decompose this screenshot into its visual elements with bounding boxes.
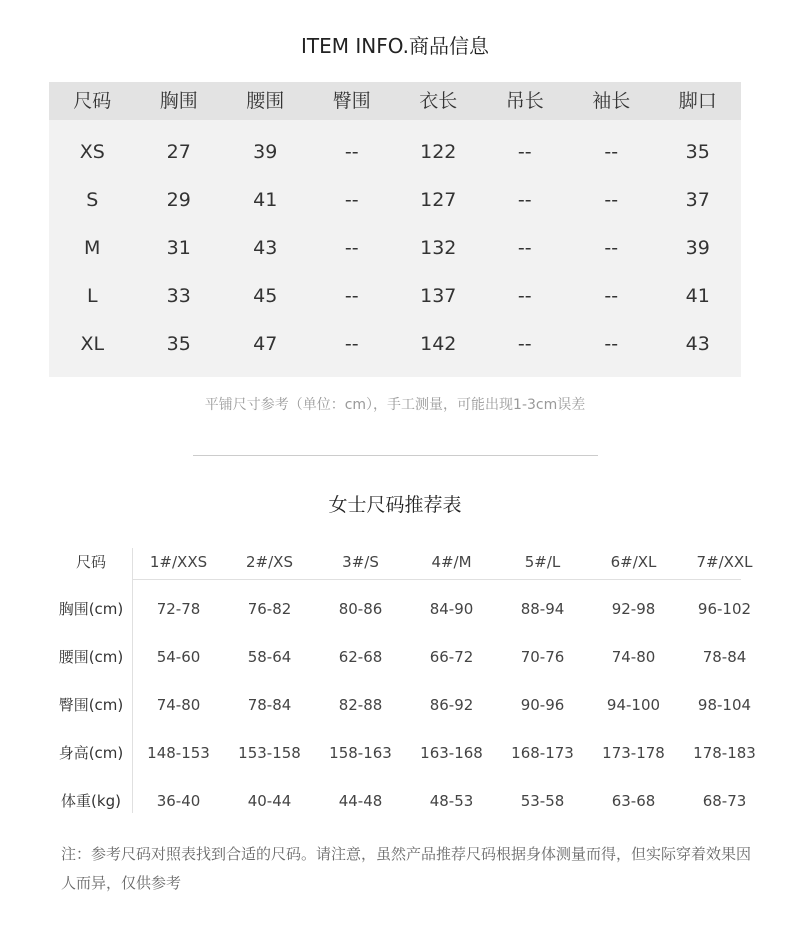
size-table bbox=[49, 82, 741, 377]
table-row bbox=[49, 176, 741, 224]
table-cell: -- bbox=[517, 189, 532, 211]
table-cell: 53-58 bbox=[520, 792, 565, 810]
table-cell: 132 bbox=[420, 237, 457, 259]
header-cell: 7#/XXL bbox=[696, 553, 753, 571]
size-table-header bbox=[49, 82, 741, 120]
table-cell: 96-102 bbox=[697, 600, 752, 618]
corner-cell: 尺码 bbox=[75, 553, 106, 571]
table-cell: 137 bbox=[420, 285, 457, 307]
table-cell: 41 bbox=[253, 189, 278, 211]
table-cell: 94-100 bbox=[606, 696, 661, 714]
table-cell: 78-84 bbox=[702, 648, 747, 666]
table-cell: 58-64 bbox=[247, 648, 292, 666]
table-row bbox=[49, 320, 741, 368]
recommend-table-header bbox=[49, 542, 770, 582]
table-cell: 86-92 bbox=[429, 696, 474, 714]
table-cell: 43 bbox=[685, 333, 710, 355]
table-cell: 44-48 bbox=[338, 792, 383, 810]
table-row bbox=[49, 781, 770, 821]
header-cell: 5#/L bbox=[524, 553, 561, 571]
header-cell: 胸围 bbox=[159, 90, 198, 112]
header-cell: 6#/XL bbox=[610, 553, 657, 571]
table-cell: 76-82 bbox=[247, 600, 292, 618]
table-cell: 35 bbox=[166, 333, 191, 355]
table-cell: 163-168 bbox=[420, 744, 483, 762]
section-divider bbox=[193, 455, 598, 456]
table-cell: XL bbox=[80, 333, 105, 355]
table-cell: -- bbox=[517, 285, 532, 307]
table-cell: -- bbox=[604, 237, 619, 259]
table-cell: -- bbox=[344, 285, 359, 307]
header-cell: 4#/M bbox=[431, 553, 472, 571]
recommend-title: 女士尺码推荐表 bbox=[328, 494, 462, 516]
header-cell: 脚口 bbox=[678, 90, 717, 112]
table-cell: 74-80 bbox=[611, 648, 656, 666]
table-cell: XS bbox=[79, 141, 105, 163]
row-label: 体重(kg) bbox=[61, 792, 121, 810]
table-cell: 48-53 bbox=[429, 792, 474, 810]
table-cell: 54-60 bbox=[156, 648, 201, 666]
table-cell: 40-44 bbox=[247, 792, 292, 810]
header-cell: 2#/XS bbox=[246, 553, 293, 571]
table-cell: 35 bbox=[685, 141, 710, 163]
table-cell: 33 bbox=[166, 285, 191, 307]
table-cell: 148-153 bbox=[147, 744, 210, 762]
table-cell: -- bbox=[517, 333, 532, 355]
table-cell: -- bbox=[344, 333, 359, 355]
table-row bbox=[49, 733, 770, 773]
table-cell: 43 bbox=[253, 237, 278, 259]
table-cell: -- bbox=[517, 141, 532, 163]
table-row bbox=[49, 128, 741, 176]
table-cell: 127 bbox=[420, 189, 457, 211]
table-cell: 63-68 bbox=[611, 792, 656, 810]
table-cell: 78-84 bbox=[247, 696, 292, 714]
table-cell: 84-90 bbox=[429, 600, 474, 618]
table-cell: -- bbox=[344, 141, 359, 163]
table-cell: 47 bbox=[253, 333, 278, 355]
table-row bbox=[49, 589, 770, 629]
table-row bbox=[49, 637, 770, 677]
size-note: 平铺尺寸参考（单位：cm），手工测量，可能出现1-3cm误差 bbox=[204, 397, 586, 413]
table-cell: 68-73 bbox=[702, 792, 747, 810]
table-cell: 122 bbox=[420, 141, 457, 163]
table-cell: L bbox=[86, 285, 98, 307]
table-cell: -- bbox=[604, 189, 619, 211]
table-cell: 27 bbox=[166, 141, 191, 163]
table-cell: -- bbox=[517, 237, 532, 259]
row-label: 身高(cm) bbox=[58, 744, 124, 762]
header-cell: 衣长 bbox=[419, 90, 458, 112]
table-cell: 142 bbox=[420, 333, 457, 355]
table-cell: 36-40 bbox=[156, 792, 201, 810]
header-cell: 3#/S bbox=[342, 553, 379, 571]
table-cell: 31 bbox=[166, 237, 191, 259]
table-cell: -- bbox=[344, 189, 359, 211]
table-row bbox=[49, 224, 741, 272]
table-row bbox=[49, 272, 741, 320]
table-cell: 88-94 bbox=[520, 600, 565, 618]
table-cell: -- bbox=[604, 333, 619, 355]
table-cell: 168-173 bbox=[511, 744, 574, 762]
table-cell: 41 bbox=[685, 285, 710, 307]
table-cell: 39 bbox=[685, 237, 710, 259]
table-cell: 39 bbox=[253, 141, 278, 163]
table-cell: 72-78 bbox=[156, 600, 201, 618]
row-label: 腰围(cm) bbox=[58, 648, 124, 666]
table-cell: 45 bbox=[253, 285, 278, 307]
page-title: ITEM INFO.商品信息 bbox=[300, 34, 490, 58]
table-cell: M bbox=[84, 237, 101, 259]
recommend-table bbox=[49, 540, 756, 815]
table-cell: 173-178 bbox=[602, 744, 665, 762]
table-cell: 29 bbox=[166, 189, 191, 211]
header-cell: 尺码 bbox=[73, 90, 112, 112]
table-cell: 62-68 bbox=[338, 648, 383, 666]
table-cell: 37 bbox=[685, 189, 710, 211]
table-cell: -- bbox=[604, 141, 619, 163]
table-cell: 153-158 bbox=[238, 744, 301, 762]
table-cell: 178-183 bbox=[693, 744, 756, 762]
table-cell: -- bbox=[604, 285, 619, 307]
table-cell: 92-98 bbox=[611, 600, 656, 618]
header-cell: 袖长 bbox=[592, 90, 631, 112]
table-divider bbox=[132, 548, 133, 813]
header-cell: 1#/XXS bbox=[149, 553, 208, 571]
table-cell: S bbox=[86, 189, 99, 211]
table-cell: 70-76 bbox=[520, 648, 565, 666]
row-label: 胸围(cm) bbox=[58, 600, 124, 618]
table-cell: 74-80 bbox=[156, 696, 201, 714]
table-cell: -- bbox=[344, 237, 359, 259]
footer-note: 注：参考尺码对照表找到合适的尺码。请注意，虽然产品推荐尺码根据身体测量而得，但实际穿着效果因人而异，仅供参考 bbox=[61, 845, 752, 892]
header-cell: 腰围 bbox=[246, 90, 285, 112]
header-cell: 臀围 bbox=[332, 90, 371, 112]
header-cell: 吊长 bbox=[505, 90, 544, 112]
table-cell: 66-72 bbox=[429, 648, 474, 666]
table-cell: 98-104 bbox=[697, 696, 752, 714]
table-cell: 158-163 bbox=[329, 744, 392, 762]
table-cell: 82-88 bbox=[338, 696, 383, 714]
table-cell: 80-86 bbox=[338, 600, 383, 618]
row-label: 臀围(cm) bbox=[58, 696, 124, 714]
table-cell: 90-96 bbox=[520, 696, 565, 714]
table-row bbox=[49, 685, 770, 725]
